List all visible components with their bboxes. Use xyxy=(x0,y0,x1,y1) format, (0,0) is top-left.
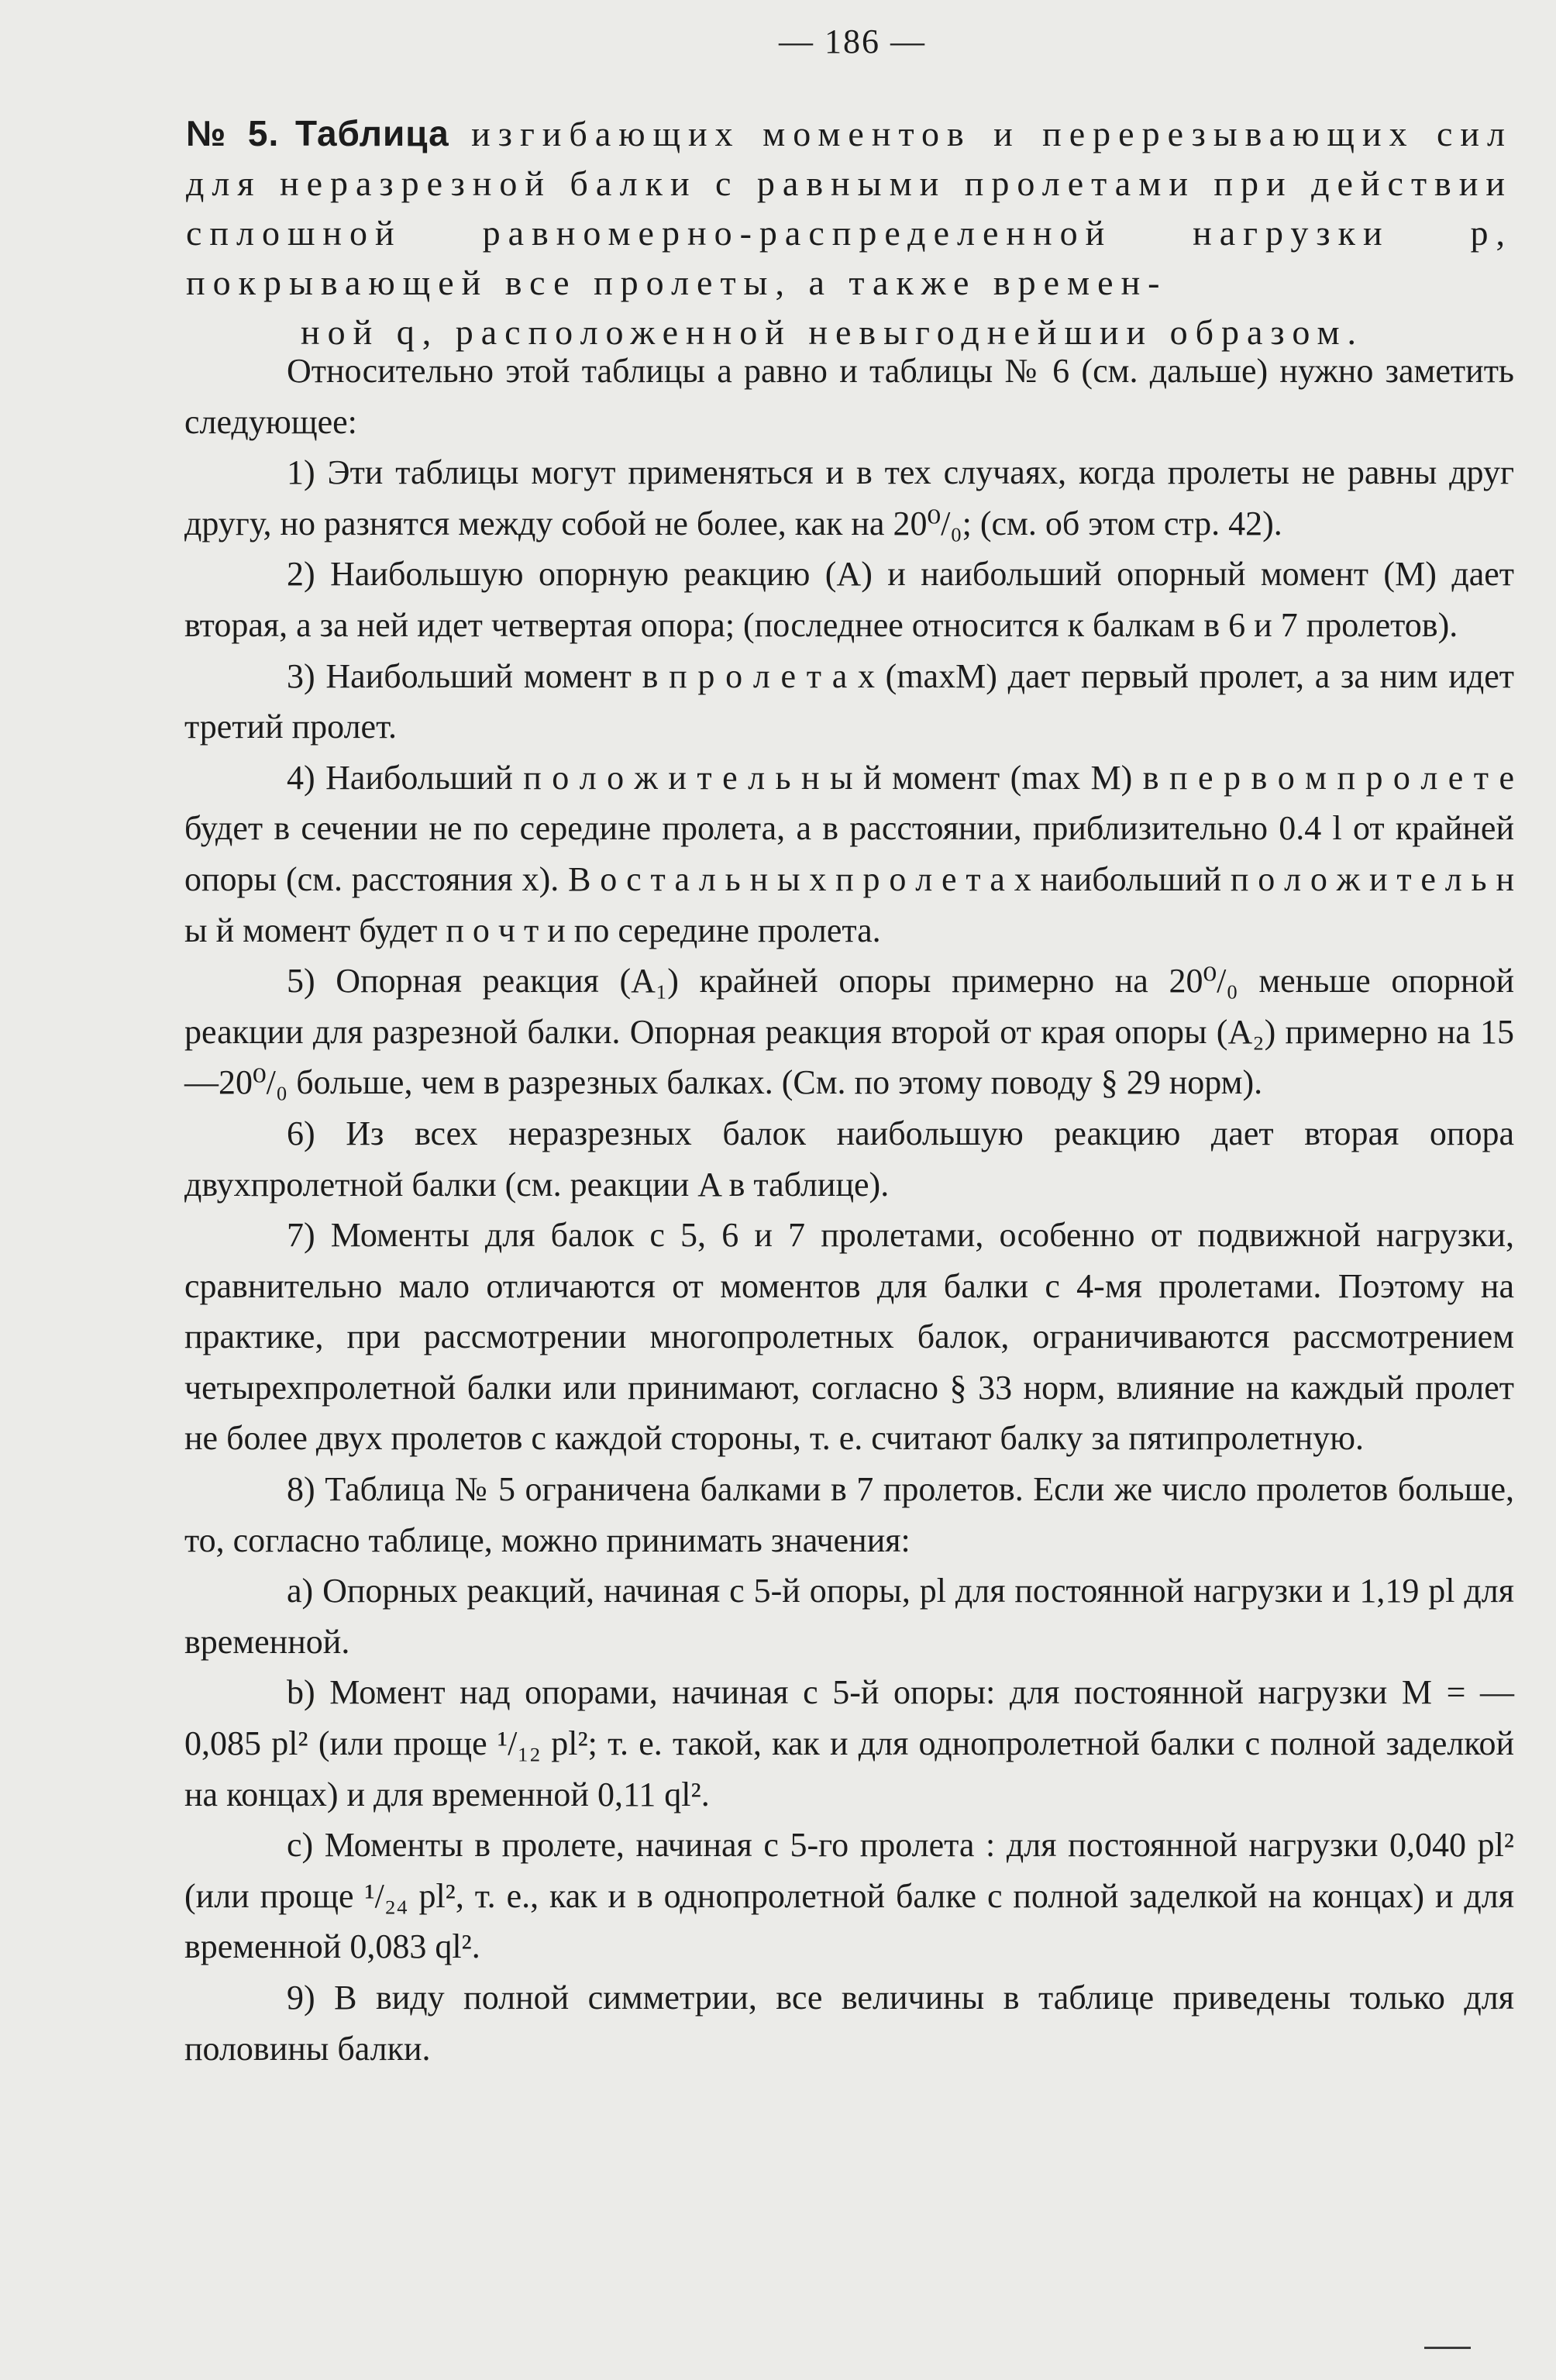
note-item-8a: a) Опорных реакций, начиная с 5-й опоры, pl для постоянной нагрузки и 1,19 pl для временной. xyxy=(184,1572,1514,1661)
page-edge-mark xyxy=(1424,2347,1471,2349)
note-item-1: 1) Эти таблицы могут применяться и в тех случаях, когда пролеты не равны друг другу, но разнятся между собой не более, как на 20⁰/₀; (см. об этом стр. 42). xyxy=(184,453,1514,542)
note-item-4: 4) Наибольший п о л о ж и т е л ь н ы й момент (max M) в п е р в о м п р о л е т е будет в сечении не по середине пролета, а в расстоянии, приблизительно 0.4 l от крайней опоры (см. расстояния x). В о с т а л ь н ы х п р о л е т а х наибольший п о л о ж и т е л ь н ы й момент будет п о ч т и по середине пролета. xyxy=(184,758,1514,949)
note-item-7: 7) Моменты для балок с 5, 6 и 7 пролетами, особенно от подвижной нагрузки, сравнительно мало отличаются от моментов для балки с 4-мя пролетами. Поэтому на практике, при рассмотрении многопролетных балок, ограничиваются рассмотрением четырехпролетной балки или принимают, согласно § 33 норм, влияние на каждый пролет не более двух пролетов с каждой стороны, т. е. считают балку за пятипролетную. xyxy=(184,1216,1514,1458)
notes-body xyxy=(184,346,1514,2074)
note-item-2: 2) Наибольшую опорную реакцию (A) и наибольший опорный момент (M) дает вторая, а за ней идет четвертая опора; (последнее относится к балкам в 6 и 7 пролетов). xyxy=(184,555,1514,644)
page-number: — 186 — xyxy=(779,22,926,60)
notes-intro: Относительно этой таблицы а равно и таблицы № 6 (см. дальше) нужно заметить следующее: xyxy=(184,352,1514,441)
note-item-8b: b) Момент над опорами, начиная с 5-й опоры: для постоянной нагрузки M = — 0,085 pl² (или проще ¹/₁₂ pl²; т. е. такой, как и для однопролетной балки с полной заделкой на концах) и для временной 0,11 ql². xyxy=(184,1673,1514,1813)
table-title-label: № 5. Таблица xyxy=(186,113,449,153)
table-title-text: изгибающих моментов и перерезывающих сил для неразрезной балки с равными пролетами при действии сплошной равномерно-распределенной нагрузки p, покрывающей все пролеты, а также времен- xyxy=(186,114,1513,302)
note-item-5: 5) Опорная реакция (A₁) крайней опоры примерно на 20⁰/₀ меньше опорной реакции для разрезной балки. Опорная реакция второй от края опоры (A₂) примерно на 15—20⁰/₀ больше, чем в разрезных балках. (См. по этому поводу § 29 норм). xyxy=(184,962,1514,1102)
note-item-8c: c) Моменты в пролете, начиная с 5-го пролета : для постоянной нагрузки 0,040 pl² (или проще ¹/₂₄ pl², т. е., как и в однопролетной балке с полной заделкой на концах) и для временной 0,083 ql². xyxy=(184,1826,1514,1966)
note-item-6: 6) Из всех неразрезных балок наибольшую реакцию дает вторая опора двухпролетной балки (см. реакции A в таблице). xyxy=(184,1114,1514,1204)
note-item-8: 8) Таблица № 5 ограничена балками в 7 пролетов. Если же число пролетов больше, то, согласно таблице, можно принимать значения: xyxy=(184,1470,1514,1559)
table-title-last-line: ной q, расположенной невыгоднейшии образом. xyxy=(301,312,1365,352)
note-item-9: 9) В виду полной симметрии, все величины в таблице приведены только для половины балки. xyxy=(184,1979,1514,2068)
note-item-3: 3) Наибольший момент в п р о л е т а х (maxM) дает первый пролет, а за ним идет третий пролет. xyxy=(184,656,1514,746)
table-title xyxy=(186,108,1513,357)
